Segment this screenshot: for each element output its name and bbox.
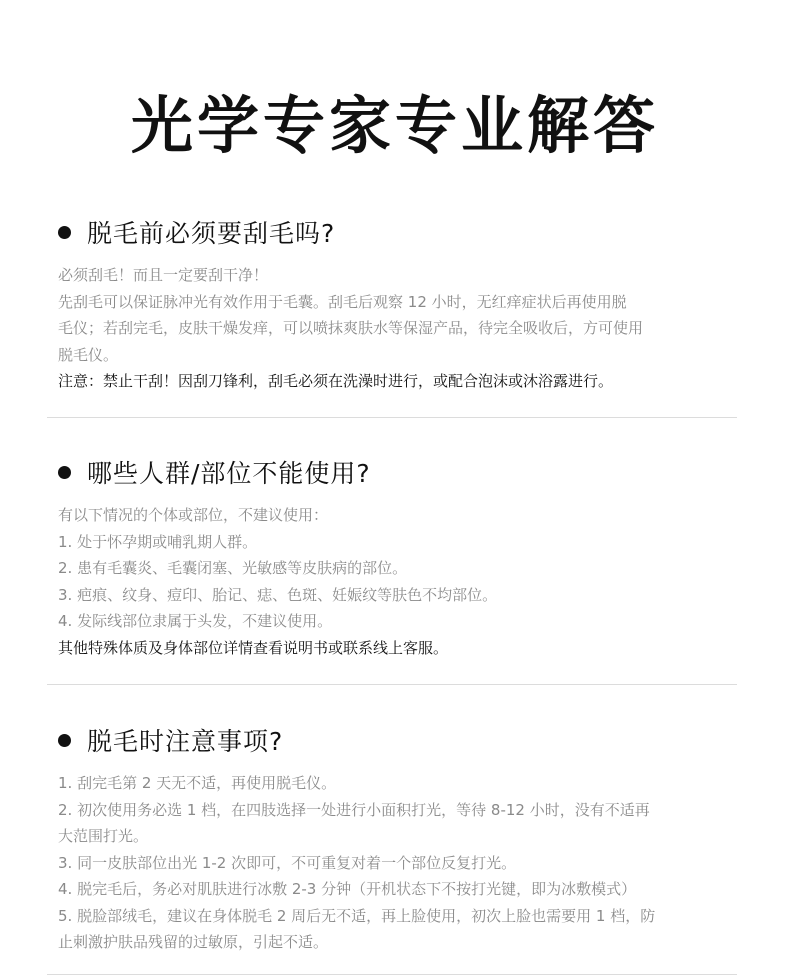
support-note: 其他特殊体质及身体部位详情查看说明书或联系线上客服。 [58,638,449,657]
section-shaving-before-hair-removal [58,212,748,395]
section-precautions [58,720,748,956]
warning-note: 注意：禁止干刮！因刮刀锋利，刮毛必须在洗澡时进行，或配合泡沫或沐浴露进行。 [58,372,614,390]
list-item: 4. 发际线部位隶属于头发，不建议使用。 [58,612,333,630]
section-heading-text: 脱毛前必须要刮毛吗? [87,219,336,248]
body-line: 毛仪；若刮完毛，皮肤干燥发痒，可以喷抹爽肤水等保湿产品，待完全吸收后，方可使用 [58,319,644,337]
list-item: 3. 疤痕、纹身、痘印、胎记、痣、色斑、妊娠纹等肤色不均部位。 [58,585,498,604]
list-item: 大范围打光。 [58,827,149,845]
list-item: 5. 脱脸部绒毛，建议在身体脱毛 2 周后无不适，再上脸使用，初次上脸也需要用 1 档，防 [58,906,656,925]
bullet-icon [58,734,71,747]
list-item: 4. 脱完毛后，务必对肌肤进行冰敷 2-3 分钟（开机状态下不按打光键，即为冰敷模式） [58,880,637,898]
section-heading [58,720,748,760]
list-item: 1. 处于怀孕期或哺乳期人群。 [58,532,258,551]
section-heading [58,452,748,492]
section-body [58,770,748,956]
section-divider [47,684,737,685]
section-heading-text: 脱毛时注意事项? [87,727,284,756]
body-line: 先刮毛可以保证脉冲光有效作用于毛囊。刮毛后观察 12 小时，无红痒症状后再使用脱 [58,292,627,311]
list-item: 2. 初次使用务必选 1 档，在四肢选择一处进行小面积打光，等待 8-12 小时，没有不适再 [58,800,650,819]
section-body [58,502,748,661]
section-body [58,262,748,395]
body-line: 必须刮毛！而且一定要刮干净！ [58,266,269,284]
body-line: 脱毛仪。 [58,345,119,364]
section-divider [47,974,737,975]
list-item: 3. 同一皮肤部位出光 1-2 次即可，不可重复对着一个部位反复打光。 [58,853,517,872]
list-item: 2. 患有毛囊炎、毛囊闭塞、光敏感等皮肤病的部位。 [58,559,408,577]
section-heading-text: 哪些人群/部位不能使用? [87,459,371,488]
section-unsuitable-groups [58,452,748,661]
bullet-icon [58,466,71,479]
list-item: 1. 刮完毛第 2 天无不适，再使用脱毛仪。 [58,774,337,792]
list-item: 止刺激护肤品残留的过敏原，引起不适。 [58,933,329,951]
page-title: 光学专家专业解答 [130,89,659,162]
bullet-icon [58,226,71,239]
section-divider [47,417,737,418]
section-heading [58,212,748,252]
body-line: 有以下情况的个体或部位，不建议使用： [58,506,329,524]
